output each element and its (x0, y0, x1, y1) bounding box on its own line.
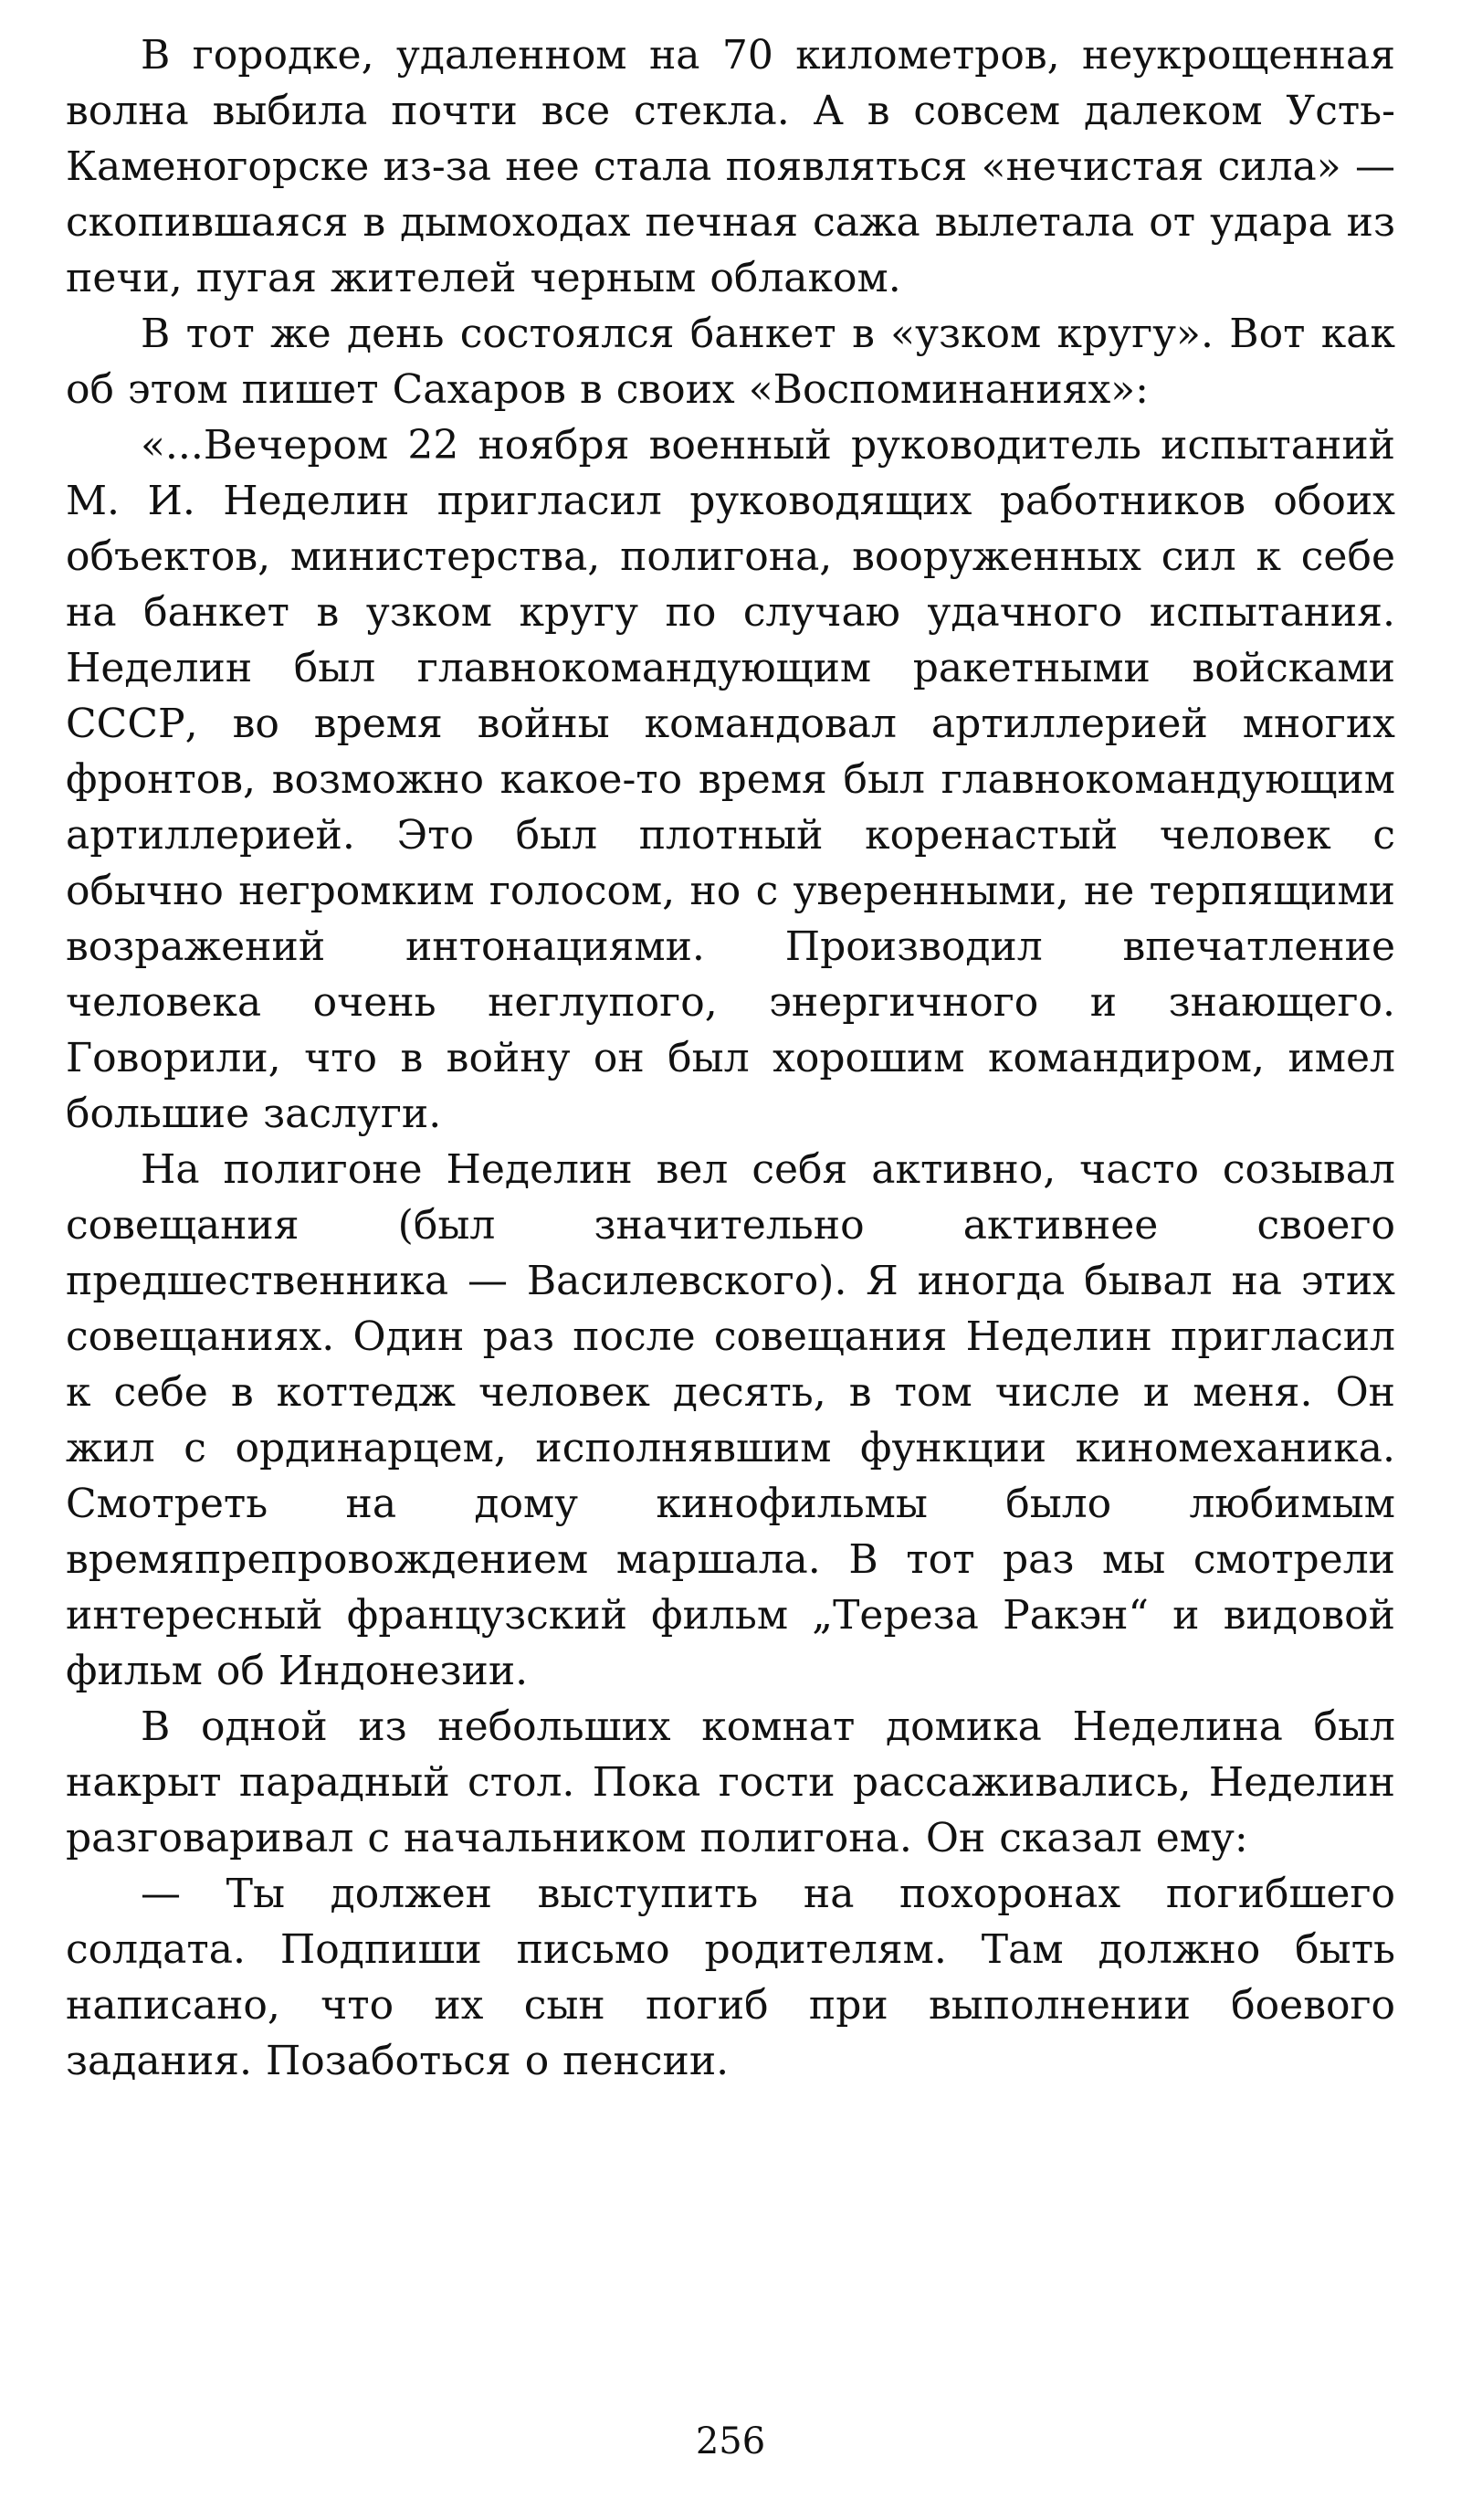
paragraph: — Ты должен выступить на похоронах погибшего солдата. Подпиши письмо родителям. Там должно быть написано, что их сын погиб при выполнении боевого задания. Позаботься о пенсии. (66, 1871, 1395, 2084)
paragraph: В одной из небольших комнат домика Неделина был накрыт парадный стол. Пока гости рассаживались, Неделин разговаривал с начальником полигона. Он сказал ему: (66, 1703, 1395, 1861)
paragraph: В городке, удаленном на 70 километров, неукрощенная волна выбила почти все стекла. А в совсем далеком Усть-Каменогорске из-за нее стала появляться «нечистая сила» — скопившаяся в дымоходах печная сажа вылетала от удара из печи, пугая жителей черным облаком. (66, 32, 1395, 301)
page-number: 256 (695, 2420, 766, 2462)
paragraph: На полигоне Неделин вел себя активно, часто созывал совещания (был значительно активнее своего предшественника — Василевского). Я иногда бывал на этих совещаниях. Один раз после совещания Неделин пригласил к себе в коттедж человек десять, в том числе и меня. Он жил с ординарцем, исполнявшим функции киномеханика. Смотреть на дому кинофильмы было любимым времяпрепровождением маршала. В тот раз мы смотрели интересный французский фильм „Тереза Ракэн“ и видовой фильм об Индонезии. (66, 1146, 1395, 1694)
paragraph: В тот же день состоялся банкет в «узком кругу». Вот как об этом пишет Сахаров в своих «Воспоминаниях»: (66, 311, 1395, 413)
paragraph: «...Вечером 22 ноября военный руководитель испытаний М. И. Неделин пригласил руководящих работников обоих объектов, министерства, полигона, вооруженных сил к себе на банкет в узком кругу по случаю удачного испытания. Неделин был главнокомандующим ракетными войсками СССР, во время войны командовал артиллерией многих фронтов, возможно какое-то время был главнокомандующим артиллерией. Это был плотный коренастый человек с обычно негромким голосом, но с уверенными, не терпящими возражений интонациями. Производил впечатление человека очень неглупого, энергичного и знающего. Говорили, что в войну он был хорошим командиром, имел большие заслуги. (66, 422, 1395, 1137)
book-page-text (66, 27, 1395, 2089)
